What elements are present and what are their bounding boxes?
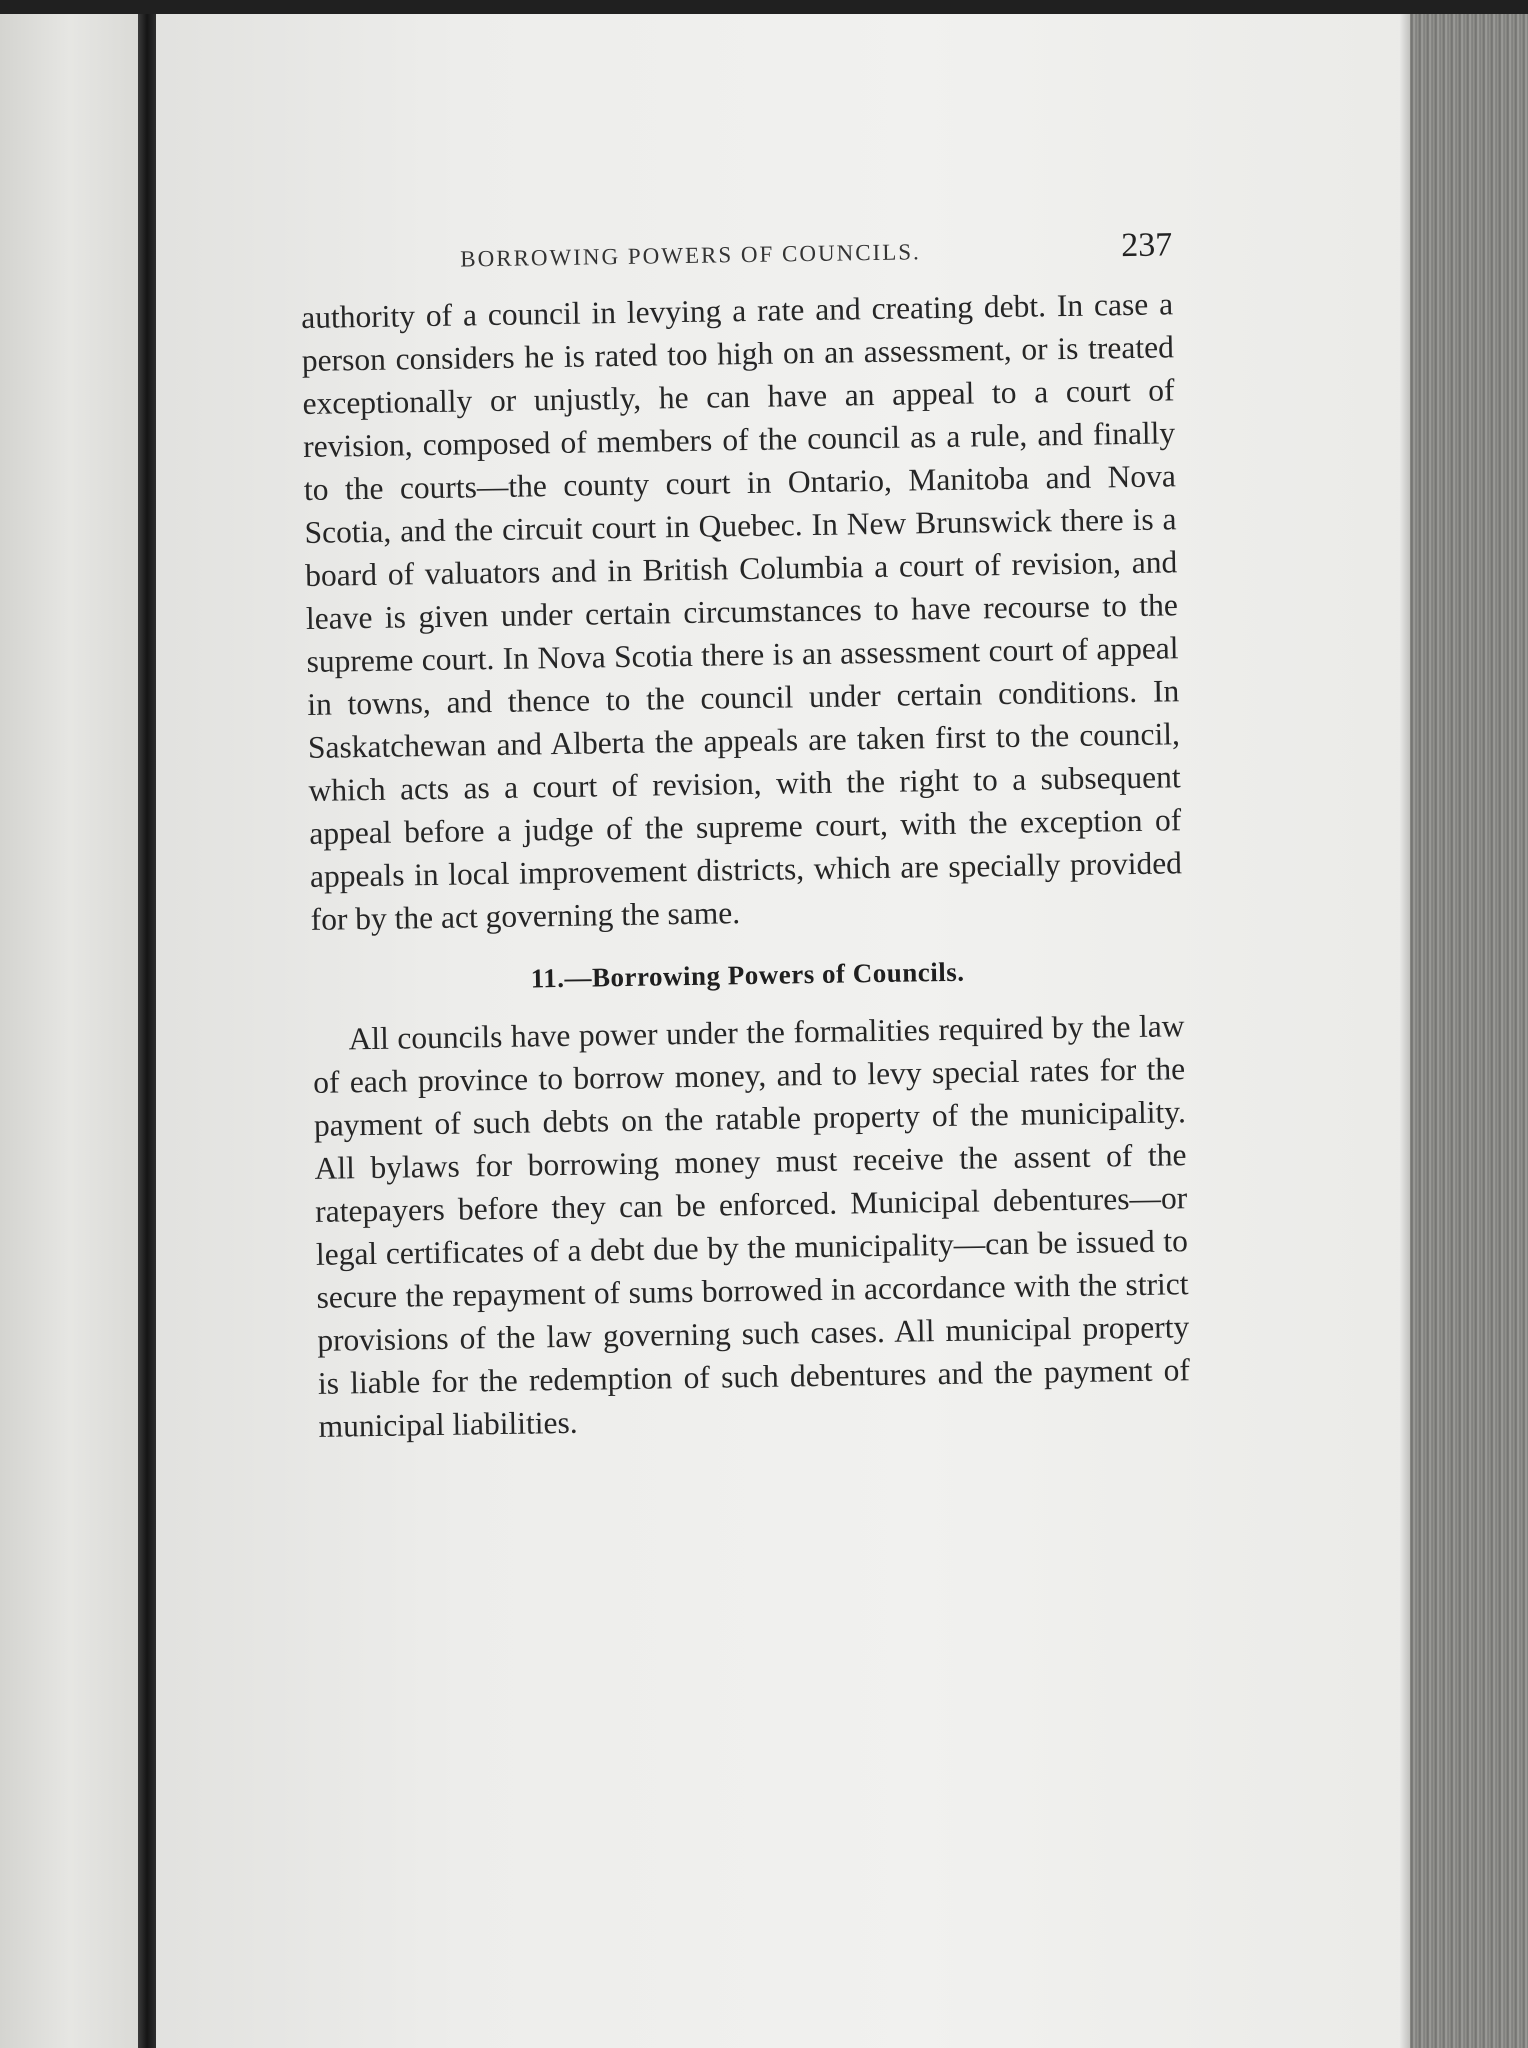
running-head — [300, 226, 1172, 278]
page-stack — [1410, 14, 1528, 2048]
book-gutter — [138, 14, 156, 2048]
facing-page-edge — [0, 14, 140, 2048]
running-title: BORROWING POWERS OF COUNCILS. — [460, 239, 922, 272]
borrowing-paragraph: All councils have power under the formalities required by the law of each province to borrow money, and to levy special rates for the payment of such debts on the ratable property of the municipality. All bylaws for borrowing money must receive the assent of the ratepayers before they can be enforced. Municipal debentures—or legal certificates of a debt due by the municipality—can be issued to secure the repayment of sums borrowed in accordance with the strict provisions of the law governing such cases. All municipal property is liable for the redemption of such debentures and the payment of municipal liabilities. — [312, 1008, 1191, 1444]
section-heading: 11.—Borrowing Powers of Councils. — [530, 956, 965, 994]
scan-top-edge — [0, 0, 1528, 14]
continuation-paragraph: authority of a council in levying a rate and creating debt. In case a person considers he is rated too high on an assessment, or is treated exceptionally or unjustly, he can have an appeal to a court of revision, composed of members of the council as a rule, and finally to the courts—the county court in Ontario, Manitoba and Nova Scotia, and the circuit court in Quebec. In New Brunswick there is a board of valuators and in British Columbia a court of revision, and leave is given under certain circumstances to have recourse to the supreme court. In Nova Scotia there is an assessment court of appeal in towns, and thence to the council under certain conditions. In Saskatchewan and Alberta the appeals are taken first to the council, which acts as a court of revision, with the right to a subsequent appeal before a judge of the supreme court, with the exception of appeals in local improvement districts, which are specially provided for by the act governing the same. — [300, 286, 1183, 937]
page-number: 237 — [1120, 226, 1173, 265]
book-page — [300, 226, 1191, 1448]
